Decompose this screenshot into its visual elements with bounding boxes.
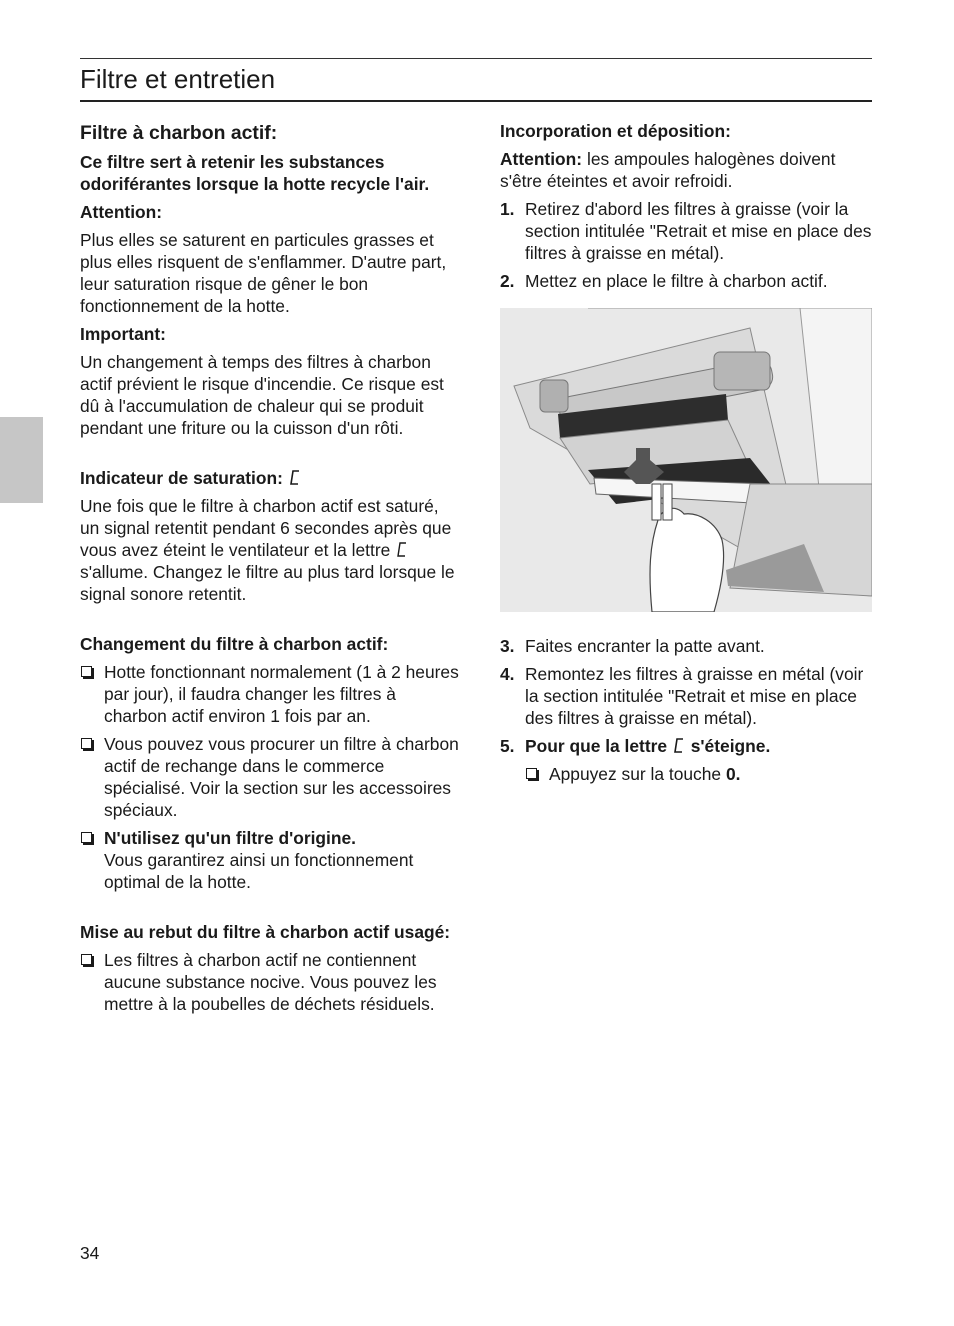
list-item-text: Vous garantirez ainsi un fonctionnement optimal de la hotte. xyxy=(104,850,414,892)
step-text: Mettez en place le filtre à charbon actif. xyxy=(525,271,828,291)
step-item xyxy=(500,663,880,729)
page-title: Filtre et entretien xyxy=(80,64,276,94)
list-item xyxy=(80,827,460,893)
right-attention-label: Attention: xyxy=(500,149,583,169)
side-tab-marker xyxy=(0,417,43,503)
header-rule-top xyxy=(80,58,872,59)
right-attention xyxy=(500,148,880,192)
section-heading-charcoal-filter: Filtre à charbon actif: xyxy=(80,122,278,144)
checkbox-bullet-icon xyxy=(81,832,92,843)
step-text-after: s'éteigne. xyxy=(690,736,771,756)
change-heading: Changement du filtre à charbon actif: xyxy=(80,634,389,654)
list-item xyxy=(80,733,460,821)
step-text: Faites encranter la patte avant. xyxy=(525,636,765,656)
checkbox-bullet-icon xyxy=(81,954,92,965)
header-rule-bottom xyxy=(80,100,872,102)
page-number: 34 xyxy=(80,1243,100,1263)
saturation-indicator-icon xyxy=(290,470,300,486)
installation-heading: Incorporation et déposition: xyxy=(500,121,731,141)
saturation-text xyxy=(80,495,460,605)
saturation-heading-text: Indicateur de saturation: xyxy=(80,468,283,488)
attention-label: Attention: xyxy=(80,202,163,222)
right-column xyxy=(500,120,880,791)
steps-list-b xyxy=(500,635,880,757)
checkbox-bullet-icon xyxy=(526,768,537,779)
steps-list-a xyxy=(500,198,880,292)
disposal-list xyxy=(80,949,460,1015)
change-list xyxy=(80,661,460,893)
step-item xyxy=(500,270,880,292)
intro-text: Ce filtre sert à retenir les substances odoriférantes lorsque la hotte recycle l'air. xyxy=(80,152,430,194)
saturation-text-part-1: Une fois que le filtre à charbon actif est saturé, un signal retentit pendant 6 secondes après que vous avez éteint le ventilateur et la lettre xyxy=(80,496,452,560)
key-label: 0. xyxy=(725,764,741,784)
step-number: 1. xyxy=(500,199,515,219)
list-item-text: Appuyez sur la touche xyxy=(549,764,722,784)
step-number: 4. xyxy=(500,664,515,684)
step-number: 3. xyxy=(500,636,515,656)
step-item xyxy=(500,198,880,264)
checkbox-bullet-icon xyxy=(81,738,92,749)
checkbox-bullet-icon xyxy=(81,666,92,677)
step-number: 5. xyxy=(500,736,515,756)
important-text: Un changement à temps des filtres à charbon actif prévient le risque d'incendie. Ce risque est dû à l'accumulation de chaleur qui se produit pendant une friture ou la cuisson d'un rôti. xyxy=(80,352,444,438)
list-item-text: Les filtres à charbon actif ne contiennent aucune substance nocive. Vous pouvez les mettre à la poubelles de déchets résiduels. xyxy=(104,950,437,1014)
sub-list xyxy=(525,763,880,785)
hood-filter-illustration xyxy=(500,308,872,612)
disposal-heading: Mise au rebut du filtre à charbon actif usagé: xyxy=(80,922,451,942)
attention-text: Plus elles se saturent en particules grasses et plus elles risquent de s'enflammer. D'autre part, leur saturation risque de gêner le bon fonctionnement de la hotte. xyxy=(80,230,447,316)
left-column xyxy=(80,120,460,1021)
saturation-indicator-icon xyxy=(674,738,684,754)
important-label: Important: xyxy=(80,324,166,344)
list-item-text: Hotte fonctionnant normalement (1 à 2 heures par jour), il faudra changer les filtres à charbon actif environ 1 fois par an. xyxy=(104,662,459,726)
list-item xyxy=(80,661,460,727)
right-attention-text: les ampoules halogènes doivent s'être éteintes et avoir refroidi. xyxy=(500,149,836,191)
list-item xyxy=(80,949,460,1015)
saturation-heading xyxy=(80,467,460,489)
saturation-indicator-icon xyxy=(397,542,407,558)
list-item xyxy=(525,763,880,785)
list-item-text: Vous pouvez vous procurer un filtre à charbon actif de rechange dans le commerce spécialisé. Voir la section sur les accessoires spéciaux. xyxy=(104,734,459,820)
step-text: Remontez les filtres à graisse en métal (voir la section intitulée "Retrait et mise en place des filtres à graisse en métal). xyxy=(525,664,864,728)
step-text: Retirez d'abord les filtres à graisse (voir la section intitulée "Retrait et mise en place des filtres à graisse en métal). xyxy=(525,199,872,263)
step-text-before: Pour que la lettre xyxy=(525,736,668,756)
step-item xyxy=(500,735,880,757)
list-item-bold-text: N'utilisez qu'un filtre d'origine. xyxy=(104,828,357,848)
step-item xyxy=(500,635,880,657)
saturation-text-part-2: s'allume. Changez le filtre au plus tard lorsque le signal sonore retentit. xyxy=(80,562,455,604)
step-number: 2. xyxy=(500,271,515,291)
